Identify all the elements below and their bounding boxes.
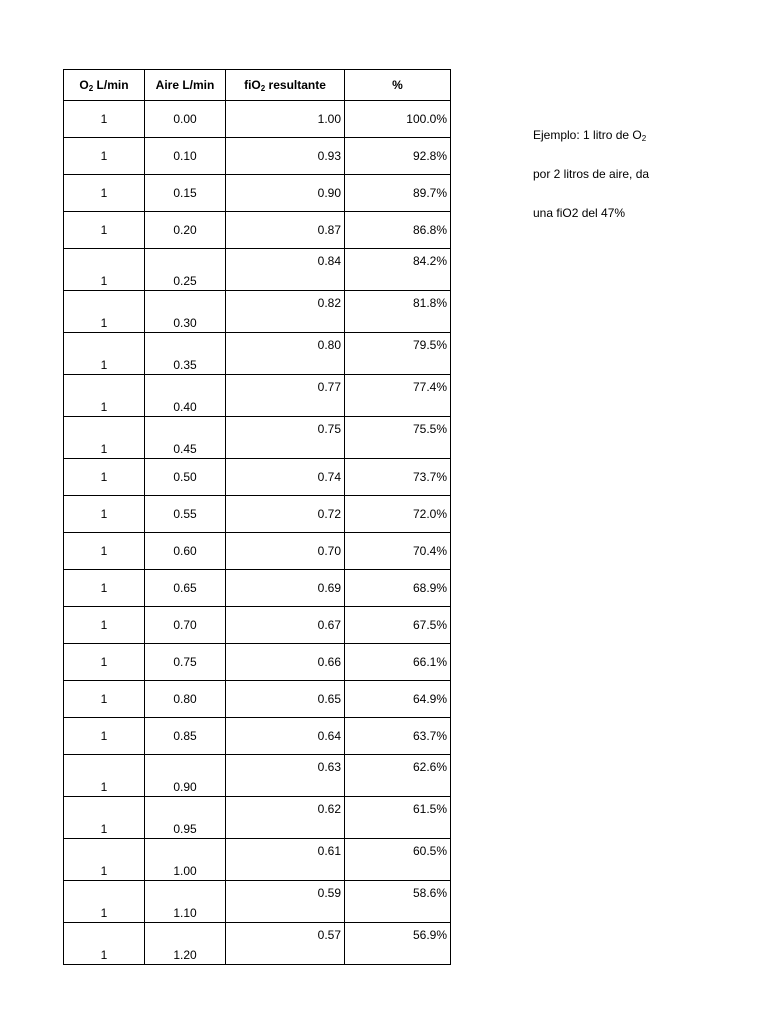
cell-o2: 1 xyxy=(64,496,145,533)
cell-percent: 63.7% xyxy=(345,718,451,755)
header-aire: Aire L/min xyxy=(145,70,226,101)
table-row xyxy=(64,496,451,533)
table-body xyxy=(64,101,451,965)
cell-o2: 1 xyxy=(64,333,145,375)
cell-percent: 92.8% xyxy=(345,138,451,175)
cell-aire: 1.20 xyxy=(145,923,226,965)
cell-aire: 0.15 xyxy=(145,175,226,212)
cell-aire: 0.20 xyxy=(145,212,226,249)
cell-fio2: 0.77 xyxy=(226,375,345,417)
fio2-table xyxy=(63,69,451,965)
cell-o2: 1 xyxy=(64,291,145,333)
cell-aire: 0.95 xyxy=(145,797,226,839)
cell-fio2: 0.64 xyxy=(226,718,345,755)
cell-o2: 1 xyxy=(64,138,145,175)
note-line-3: una fiO2 del 47% xyxy=(533,206,626,220)
table-row xyxy=(64,459,451,496)
cell-fio2: 0.84 xyxy=(226,249,345,291)
example-note xyxy=(533,116,649,233)
cell-percent: 70.4% xyxy=(345,533,451,570)
cell-percent: 75.5% xyxy=(345,417,451,459)
cell-percent: 67.5% xyxy=(345,607,451,644)
cell-fio2: 0.82 xyxy=(226,291,345,333)
table-row xyxy=(64,570,451,607)
cell-percent: 81.8% xyxy=(345,291,451,333)
cell-percent: 84.2% xyxy=(345,249,451,291)
table-row xyxy=(64,881,451,923)
header-percent: % xyxy=(345,70,451,101)
cell-o2: 1 xyxy=(64,175,145,212)
table-row xyxy=(64,533,451,570)
cell-fio2: 0.62 xyxy=(226,797,345,839)
cell-aire: 1.10 xyxy=(145,881,226,923)
table-row xyxy=(64,718,451,755)
table-row xyxy=(64,681,451,718)
cell-fio2: 1.00 xyxy=(226,101,345,138)
note-line-1: Ejemplo: 1 litro de $O_2$ xyxy=(533,128,647,143)
cell-o2: 1 xyxy=(64,718,145,755)
cell-percent: 58.6% xyxy=(345,881,451,923)
cell-o2: 1 xyxy=(64,755,145,797)
table-row xyxy=(64,375,451,417)
cell-percent: 73.7% xyxy=(345,459,451,496)
cell-fio2: 0.69 xyxy=(226,570,345,607)
cell-percent: 56.9% xyxy=(345,923,451,965)
cell-o2: 1 xyxy=(64,923,145,965)
cell-aire: 0.35 xyxy=(145,333,226,375)
note-line-2: por 2 litros de aire, da xyxy=(533,167,650,181)
table-row xyxy=(64,417,451,459)
cell-fio2: 0.80 xyxy=(226,333,345,375)
cell-aire: 0.45 xyxy=(145,417,226,459)
cell-aire: 0.65 xyxy=(145,570,226,607)
cell-o2: 1 xyxy=(64,459,145,496)
cell-fio2: 0.61 xyxy=(226,839,345,881)
cell-aire: 0.40 xyxy=(145,375,226,417)
cell-o2: 1 xyxy=(64,607,145,644)
table-row xyxy=(64,923,451,965)
cell-o2: 1 xyxy=(64,101,145,138)
cell-aire: 0.75 xyxy=(145,644,226,681)
cell-percent: 66.1% xyxy=(345,644,451,681)
table-row xyxy=(64,249,451,291)
cell-percent: 60.5% xyxy=(345,839,451,881)
cell-aire: 0.60 xyxy=(145,533,226,570)
cell-aire: 0.25 xyxy=(145,249,226,291)
cell-fio2: 0.59 xyxy=(226,881,345,923)
table-row xyxy=(64,175,451,212)
table-row xyxy=(64,607,451,644)
cell-o2: 1 xyxy=(64,249,145,291)
cell-percent: 68.9% xyxy=(345,570,451,607)
cell-aire: 0.55 xyxy=(145,496,226,533)
cell-o2: 1 xyxy=(64,644,145,681)
cell-percent: 64.9% xyxy=(345,681,451,718)
cell-aire: 0.90 xyxy=(145,755,226,797)
cell-percent: 61.5% xyxy=(345,797,451,839)
cell-aire: 0.85 xyxy=(145,718,226,755)
cell-fio2: 0.57 xyxy=(226,923,345,965)
cell-fio2: 0.70 xyxy=(226,533,345,570)
cell-o2: 1 xyxy=(64,681,145,718)
cell-percent: 86.8% xyxy=(345,212,451,249)
cell-percent: 79.5% xyxy=(345,333,451,375)
cell-fio2: 0.74 xyxy=(226,459,345,496)
cell-fio2: 0.66 xyxy=(226,644,345,681)
cell-aire: 0.30 xyxy=(145,291,226,333)
cell-percent: 89.7% xyxy=(345,175,451,212)
cell-percent: 77.4% xyxy=(345,375,451,417)
cell-fio2: 0.65 xyxy=(226,681,345,718)
cell-aire: 1.00 xyxy=(145,839,226,881)
cell-percent: 100.0% xyxy=(345,101,451,138)
cell-fio2: 0.90 xyxy=(226,175,345,212)
cell-o2: 1 xyxy=(64,839,145,881)
table-row xyxy=(64,797,451,839)
cell-o2: 1 xyxy=(64,570,145,607)
table-row xyxy=(64,755,451,797)
cell-fio2: 0.93 xyxy=(226,138,345,175)
table-row xyxy=(64,644,451,681)
cell-o2: 1 xyxy=(64,212,145,249)
table-row xyxy=(64,101,451,138)
table-row xyxy=(64,291,451,333)
table-row xyxy=(64,212,451,249)
cell-o2: 1 xyxy=(64,797,145,839)
table-row xyxy=(64,138,451,175)
cell-o2: 1 xyxy=(64,375,145,417)
header-row xyxy=(64,70,451,101)
cell-aire: 0.70 xyxy=(145,607,226,644)
cell-o2: 1 xyxy=(64,417,145,459)
header-o2: $O_2$ L/min xyxy=(64,70,145,101)
header-fio2: fiO$_2$ resultante xyxy=(226,70,345,101)
cell-fio2: 0.75 xyxy=(226,417,345,459)
cell-o2: 1 xyxy=(64,881,145,923)
cell-fio2: 0.67 xyxy=(226,607,345,644)
table-row xyxy=(64,839,451,881)
cell-percent: 62.6% xyxy=(345,755,451,797)
cell-aire: 0.50 xyxy=(145,459,226,496)
cell-o2: 1 xyxy=(64,533,145,570)
cell-aire: 0.10 xyxy=(145,138,226,175)
cell-aire: 0.80 xyxy=(145,681,226,718)
table-row xyxy=(64,333,451,375)
cell-percent: 72.0% xyxy=(345,496,451,533)
cell-aire: 0.00 xyxy=(145,101,226,138)
cell-fio2: 0.87 xyxy=(226,212,345,249)
cell-fio2: 0.63 xyxy=(226,755,345,797)
cell-fio2: 0.72 xyxy=(226,496,345,533)
